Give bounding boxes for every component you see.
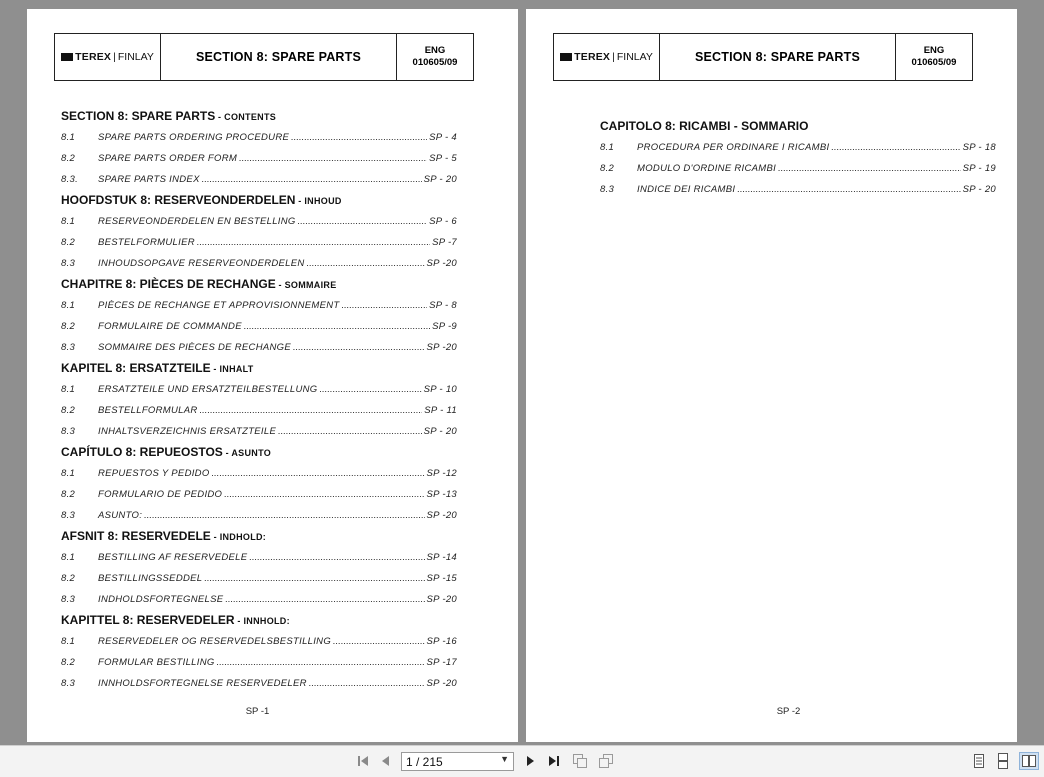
toc-entry-label: FORMULAIRE DE COMMANDE — [98, 321, 242, 332]
toc-entry-number: 8.1 — [61, 132, 76, 143]
continuous-page-icon[interactable] — [994, 752, 1012, 770]
toc-leader-dots — [320, 379, 422, 400]
terex-logo-icon — [61, 53, 73, 61]
toc-entry-page: SP - 6 — [429, 216, 457, 227]
toc-entry-number: 8.2 — [61, 405, 76, 416]
toc-entry[interactable] — [61, 400, 457, 421]
toc-entry-page: SP -12 — [426, 468, 457, 479]
toc-section-title: CHAPITRE 8: PIÈCES DE RECHANGE — [61, 277, 276, 291]
toc-section-heading — [61, 106, 457, 127]
toc-entry[interactable] — [600, 137, 996, 158]
toc-leader-dots — [291, 127, 427, 148]
toc-section-title: CAPÍTULO 8: REPUEOSTOS — [61, 445, 223, 459]
toc-entry-number: 8.1 — [61, 636, 76, 647]
toc-entry-label: INHALTSVERZEICHNIS ERSATZTEILE — [98, 426, 277, 437]
toc-entry-number: 8.2 — [61, 573, 76, 584]
toc-entry-number: 8.2 — [61, 237, 76, 248]
terex-finlay-logo: TEREX | FINLAY — [55, 34, 161, 80]
prev-page-icon[interactable] — [377, 752, 395, 770]
toc-entry-page: SP - 20 — [423, 174, 457, 185]
toc-entry-number: 8.3 — [61, 510, 76, 521]
toc-entry-page: SP -20 — [426, 678, 457, 689]
toc-entry-label: FORMULAR BESTILLING — [98, 657, 215, 668]
toc-entry[interactable] — [61, 505, 457, 526]
toc-leader-dots — [831, 137, 960, 158]
toc-entry-number: 8.2 — [600, 163, 615, 174]
go-forward-view-icon[interactable] — [597, 752, 615, 770]
toc-entry-page: SP -9 — [432, 321, 457, 332]
header-code-block — [896, 34, 972, 80]
toc-entry[interactable] — [61, 148, 457, 169]
toc-leader-dots — [204, 568, 424, 589]
toc-entry[interactable] — [61, 337, 457, 358]
toc-section-heading — [61, 190, 457, 211]
toc-leader-dots — [309, 673, 425, 694]
two-page-icon[interactable] — [1019, 752, 1039, 770]
page-number-footer: SP -2 — [776, 706, 801, 717]
header-section-title: SECTION 8: SPARE PARTS — [161, 34, 397, 80]
toc-entry[interactable] — [61, 463, 457, 484]
terex-logo-icon — [560, 53, 572, 61]
toc-leader-dots — [342, 295, 428, 316]
toc-leader-dots — [200, 400, 423, 421]
page-header — [553, 33, 973, 81]
toc-entry-number: 8.3 — [61, 258, 76, 269]
toc-leader-dots — [217, 652, 425, 673]
toc-leader-dots — [244, 316, 430, 337]
toc-entry[interactable] — [61, 211, 457, 232]
page-header — [54, 33, 474, 81]
toc-entry-page: SP -16 — [426, 636, 457, 647]
toc-entry-label: INDHOLDSFORTEGNELSE — [98, 594, 224, 605]
toc-leader-dots — [249, 547, 424, 568]
toc-entry-number: 8.3 — [61, 594, 76, 605]
toc-leader-dots — [202, 169, 422, 190]
toc-entry-label: BESTILLINGSSEDDEL — [98, 573, 203, 584]
toc-leader-dots — [212, 463, 425, 484]
toc-section-subtitle: - ASUNTO — [222, 448, 272, 458]
toc-entry-label: BESTELFORMULIER — [98, 237, 195, 248]
toc-entry-label: INDICE DEI RICAMBI — [637, 184, 736, 195]
header-code-block — [397, 34, 473, 80]
toc-entry-page: SP -20 — [426, 258, 457, 269]
toc-entry[interactable] — [61, 589, 457, 610]
toc-section-title: HOOFDSTUK 8: RESERVEONDERDELEN — [61, 193, 296, 207]
toc-entry-number: 8.1 — [61, 300, 76, 311]
toc-leader-dots — [144, 505, 424, 526]
toc-entry-label: INNHOLDSFORTEGNELSE RESERVEDELER — [98, 678, 307, 689]
first-page-icon[interactable] — [354, 752, 372, 770]
toc-entry-page: SP - 19 — [962, 163, 996, 174]
toc-entry[interactable] — [600, 179, 996, 200]
toc-entry[interactable] — [61, 568, 457, 589]
toc-entry-page: SP - 18 — [962, 142, 996, 153]
toc-entry-label: BESTELLFORMULAR — [98, 405, 198, 416]
toc-entry-page: SP - 8 — [429, 300, 457, 311]
pdf-page-left — [27, 9, 518, 742]
toc-section-title: KAPITTEL 8: RESERVEDELER — [61, 613, 235, 627]
single-page-icon[interactable] — [970, 752, 988, 770]
toc-entry-label: SOMMAIRE DES PIÈCES DE RECHANGE — [98, 342, 292, 353]
toc-entry-label: RESERVEDELER OG RESERVEDELSBESTILLING — [98, 636, 332, 647]
toc-entry-label: RESERVEONDERDELEN EN BESTELLING — [98, 216, 296, 227]
page-number-select[interactable] — [401, 752, 514, 771]
toc-entry-page: SP -20 — [426, 342, 457, 353]
toc-section-heading — [61, 610, 457, 631]
toc-leader-dots — [224, 484, 424, 505]
toc-entry[interactable] — [61, 673, 457, 694]
page-number-footer: SP -1 — [245, 706, 270, 717]
toc-entry-page: SP - 11 — [424, 405, 457, 416]
toc-entry[interactable] — [61, 295, 457, 316]
toc-entry-number: 8.3. — [61, 174, 79, 185]
toc-section-subtitle: - INHOUD — [295, 196, 342, 206]
toc-entry-number: 8.1 — [61, 468, 76, 479]
toc-entry[interactable] — [61, 484, 457, 505]
toc-entry-label: SPARE PARTS ORDER FORM — [98, 153, 238, 164]
toc-entry-page: SP - 4 — [429, 132, 457, 143]
toc-entry[interactable] — [61, 127, 457, 148]
toc-entry-label: REPUESTOS Y PEDIDO — [98, 468, 210, 479]
toc-entry-label: ERSATZTEILE UND ERSATZTEILBESTELLUNG — [98, 384, 318, 395]
viewer-toolbar — [0, 745, 1044, 777]
toc-entry-number: 8.3 — [61, 678, 76, 689]
toc-leader-dots — [225, 589, 424, 610]
toc-entry-number: 8.1 — [61, 216, 76, 227]
toc-section-heading — [61, 442, 457, 463]
toc-leader-dots — [298, 211, 428, 232]
toc-leader-dots — [307, 253, 425, 274]
toc-section-subtitle: - INHALT — [210, 364, 254, 374]
toc-section-title: SECTION 8: SPARE PARTS — [61, 109, 216, 123]
toc-entry-page: SP -14 — [426, 552, 457, 563]
terex-finlay-logo: TEREX | FINLAY — [554, 34, 660, 80]
toc-leader-dots — [737, 179, 960, 200]
toc-entry-page: SP -13 — [426, 489, 457, 500]
header-doc-code: 010605/09 — [911, 57, 957, 68]
toc-entry-label: FORMULARIO DE PEDIDO — [98, 489, 223, 500]
toc-section-subtitle: - CONTENTS — [215, 112, 277, 122]
toc-leader-dots — [293, 337, 424, 358]
toc-entry-label: PROCEDURA PER ORDINARE I RICAMBI — [637, 142, 830, 153]
toc-section-heading — [600, 116, 996, 137]
toc-section-subtitle: - INDHOLD: — [210, 532, 267, 542]
toc-leader-dots — [239, 148, 427, 169]
toc-entry-label: SPARE PARTS INDEX — [98, 174, 200, 185]
toc-section-subtitle: - SOMMAIRE — [275, 280, 337, 290]
toc-leader-dots — [278, 421, 421, 442]
toc-entry-label: MODULO D'ORDINE RICAMBI — [637, 163, 777, 174]
chevron-down-icon[interactable]: ▼ — [500, 754, 509, 764]
toc-entry-label: INHOUDSOPGAVE RESERVEONDERDELEN — [98, 258, 305, 269]
toc-entry[interactable] — [61, 547, 457, 568]
last-page-icon[interactable] — [545, 752, 563, 770]
toc-leader-dots — [333, 631, 424, 652]
toc-entry-number: 8.2 — [61, 321, 76, 332]
header-section-title: SECTION 8: SPARE PARTS — [660, 34, 896, 80]
toc-entry-page: SP -15 — [426, 573, 457, 584]
toc-section-title: AFSNIT 8: RESERVEDELE — [61, 529, 211, 543]
toc-section-title: KAPITEL 8: ERSATZTEILE — [61, 361, 211, 375]
page-indicator: 1 / 215 — [406, 754, 443, 769]
toc-entry-label: BESTILLING AF RESERVEDELE — [98, 552, 248, 563]
toc-entry-page: SP - 20 — [962, 184, 996, 195]
toc-entry-page: SP - 5 — [429, 153, 457, 164]
toc-entry-page: SP -17 — [426, 657, 457, 668]
toc-section-heading — [61, 526, 457, 547]
toc-leader-dots — [197, 232, 430, 253]
table-of-contents — [600, 116, 996, 200]
toc-entry-label: SPARE PARTS ORDERING PROCEDURE — [98, 132, 290, 143]
toc-entry[interactable] — [61, 652, 457, 673]
toc-entry[interactable] — [61, 232, 457, 253]
toc-section-heading — [61, 274, 457, 295]
toc-entry-number: 8.3 — [600, 184, 615, 195]
toc-entry-page: SP - 20 — [423, 426, 457, 437]
go-back-view-icon[interactable] — [571, 752, 589, 770]
header-language: ENG — [923, 45, 945, 56]
header-doc-code: 010605/09 — [412, 57, 458, 68]
toc-section-subtitle: - INNHOLD: — [234, 616, 290, 626]
toc-entry[interactable] — [61, 253, 457, 274]
toc-entry[interactable] — [61, 379, 457, 400]
next-page-icon[interactable] — [521, 752, 539, 770]
toc-leader-dots — [778, 158, 960, 179]
table-of-contents — [61, 106, 457, 694]
toc-entry-page: SP -20 — [426, 510, 457, 521]
toc-entry[interactable] — [61, 316, 457, 337]
toc-entry-number: 8.1 — [61, 384, 76, 395]
toc-entry[interactable] — [61, 169, 457, 190]
toc-entry-label: ASUNTO: — [98, 510, 143, 521]
toc-entry-page: SP -20 — [426, 594, 457, 605]
toc-entry-number: 8.2 — [61, 489, 76, 500]
toc-section-title: CAPITOLO 8: RICAMBI - SOMMARIO — [600, 119, 809, 133]
header-language: ENG — [424, 45, 446, 56]
toc-entry[interactable] — [61, 421, 457, 442]
toc-entry-number: 8.3 — [61, 342, 76, 353]
toc-entry[interactable] — [600, 158, 996, 179]
toc-entry-number: 8.2 — [61, 153, 76, 164]
toc-entry[interactable] — [61, 631, 457, 652]
toc-entry-page: SP -7 — [432, 237, 457, 248]
pdf-page-right — [526, 9, 1017, 742]
toc-entry-number: 8.1 — [600, 142, 615, 153]
toc-entry-label: PIÈCES DE RECHANGE ET APPROVISIONNEMENT — [98, 300, 340, 311]
toc-entry-number: 8.3 — [61, 426, 76, 437]
toc-entry-page: SP - 10 — [423, 384, 457, 395]
toc-entry-number: 8.1 — [61, 552, 76, 563]
toc-entry-number: 8.2 — [61, 657, 76, 668]
toc-section-heading — [61, 358, 457, 379]
